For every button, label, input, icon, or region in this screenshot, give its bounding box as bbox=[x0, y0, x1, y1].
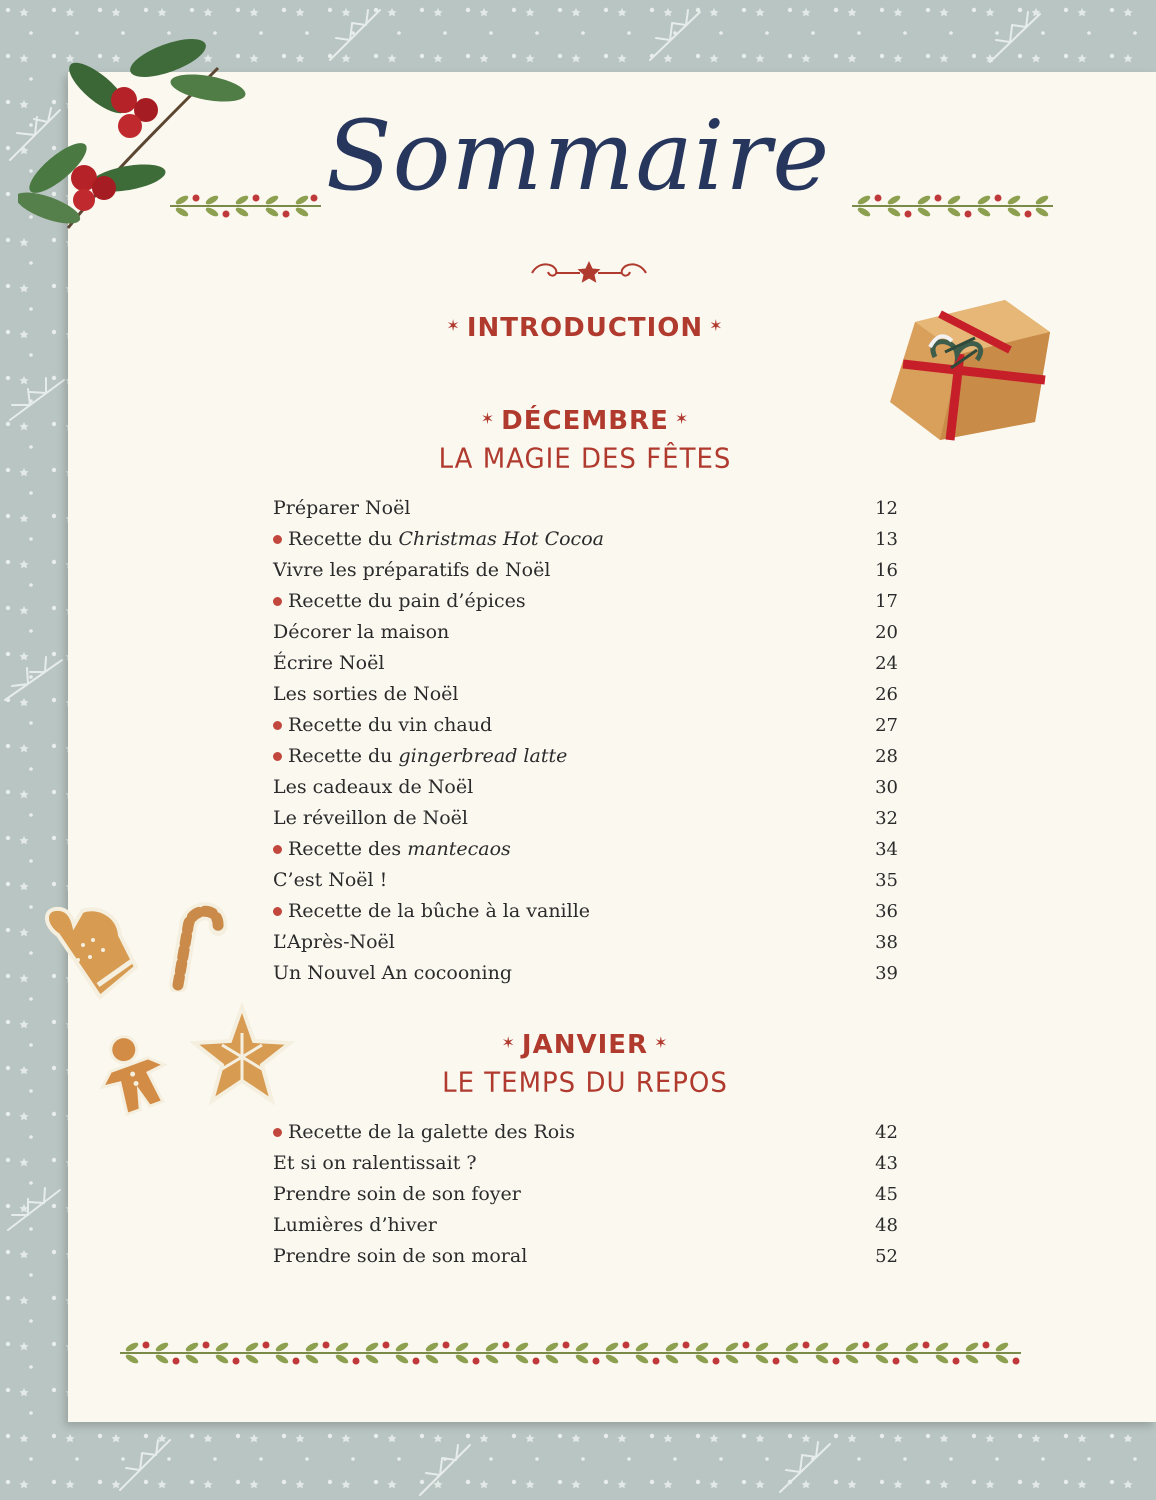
toc-entry bbox=[273, 648, 898, 679]
toc-entry bbox=[273, 803, 898, 834]
section-decembre-heading bbox=[0, 406, 1156, 436]
toc-entry-title: Recette du bbox=[288, 528, 399, 550]
section-introduction-heading bbox=[0, 313, 1156, 343]
toc-entry-title: Les cadeaux de Noël bbox=[273, 776, 474, 798]
star-icon: ✶ bbox=[446, 316, 461, 335]
toc-entry bbox=[273, 1241, 898, 1272]
toc-entry bbox=[273, 524, 898, 555]
toc-page-number: 12 bbox=[875, 498, 898, 519]
star-icon: ✶ bbox=[674, 409, 690, 428]
star-icon: ✶ bbox=[709, 316, 724, 335]
toc-page-number: 26 bbox=[875, 684, 898, 705]
toc-entry-title: Recette du pain d’épices bbox=[288, 590, 526, 612]
page-title: Sommaire bbox=[325, 100, 831, 212]
star-cookie-illustration bbox=[190, 1003, 295, 1108]
recipe-bullet-icon bbox=[273, 1128, 282, 1137]
toc-page-number: 13 bbox=[875, 529, 898, 550]
toc-page-number: 17 bbox=[875, 591, 898, 612]
toc-page-number: 45 bbox=[875, 1184, 898, 1205]
toc-entry bbox=[273, 772, 898, 803]
toc-entry-title: C’est Noël ! bbox=[273, 869, 388, 891]
toc-entry bbox=[273, 1148, 898, 1179]
toc-entry-title: Recette de la bûche à la vanille bbox=[288, 900, 591, 922]
recipe-bullet-icon bbox=[273, 907, 282, 916]
toc-entry bbox=[273, 617, 898, 648]
toc-entry-title: Et si on ralentissait ? bbox=[273, 1152, 477, 1174]
toc-page-number: 36 bbox=[875, 901, 898, 922]
toc-page-number: 28 bbox=[875, 746, 898, 767]
mitten-cookie-illustration bbox=[38, 905, 148, 1005]
garland-left bbox=[168, 188, 323, 222]
toc-page-number: 16 bbox=[875, 560, 898, 581]
janvier-label: JANVIER bbox=[521, 1030, 649, 1060]
toc-entry-title-italic: mantecaos bbox=[407, 838, 511, 860]
garland-right bbox=[850, 188, 1055, 222]
toc-page-number: 34 bbox=[875, 839, 898, 860]
toc-page-number: 38 bbox=[875, 932, 898, 953]
toc-page-number: 32 bbox=[875, 808, 898, 829]
toc-entry-title: Prendre soin de son moral bbox=[273, 1245, 528, 1267]
section-decembre-subtitle: LA MAGIE DES FÊTES bbox=[438, 443, 732, 475]
flourish-star-ornament bbox=[528, 258, 650, 288]
recipe-bullet-icon bbox=[273, 721, 282, 730]
star-icon: ✶ bbox=[654, 1033, 669, 1052]
toc-entry-title: Un Nouvel An cocooning bbox=[273, 962, 512, 984]
star-icon: ✶ bbox=[480, 409, 496, 428]
toc-entry-title: Recette des bbox=[288, 838, 408, 860]
toc-entry-title: Préparer Noël bbox=[273, 497, 411, 519]
toc-entry bbox=[273, 679, 898, 710]
gingerbread-man-cookie-illustration bbox=[88, 1030, 178, 1120]
toc-entry-title-italic: Christmas Hot Cocoa bbox=[398, 528, 604, 550]
toc-entry-title: Écrire Noël bbox=[273, 652, 385, 674]
toc-page-number: 48 bbox=[875, 1215, 898, 1236]
toc-entry bbox=[273, 493, 898, 524]
toc-entry-title: L’Après-Noël bbox=[273, 931, 395, 953]
toc-page-number: 20 bbox=[875, 622, 898, 643]
toc-entry-title: Lumières d’hiver bbox=[273, 1214, 437, 1236]
toc-page-number: 35 bbox=[875, 870, 898, 891]
toc-entry bbox=[273, 958, 898, 989]
toc-entry bbox=[273, 555, 898, 586]
toc-entry-title: Décorer la maison bbox=[273, 621, 450, 643]
introduction-label: INTRODUCTION bbox=[466, 313, 704, 343]
toc-page-number: 39 bbox=[875, 963, 898, 984]
decembre-label: DÉCEMBRE bbox=[501, 406, 669, 436]
toc-entry-title: Le réveillon de Noël bbox=[273, 807, 468, 829]
toc-page-number: 43 bbox=[875, 1153, 898, 1174]
toc-entry-title-italic: gingerbread latte bbox=[398, 745, 568, 767]
toc-entry-title: Vivre les préparatifs de Noël bbox=[273, 559, 551, 581]
recipe-bullet-icon bbox=[273, 597, 282, 606]
toc-entry bbox=[273, 741, 898, 772]
toc-page-number: 27 bbox=[875, 715, 898, 736]
section-janvier-subtitle: LE TEMPS DU REPOS bbox=[442, 1067, 728, 1099]
recipe-bullet-icon bbox=[273, 845, 282, 854]
star-icon: ✶ bbox=[501, 1033, 516, 1052]
toc-entry bbox=[273, 834, 898, 865]
toc-entry bbox=[273, 1210, 898, 1241]
recipe-bullet-icon bbox=[273, 752, 282, 761]
toc-page-number: 30 bbox=[875, 777, 898, 798]
toc-page-number: 52 bbox=[875, 1246, 898, 1267]
toc-entry bbox=[273, 1117, 898, 1148]
toc-entry bbox=[273, 865, 898, 896]
toc-entry-title: Les sorties de Noël bbox=[273, 683, 459, 705]
toc-entry bbox=[273, 896, 898, 927]
candy-cane-cookie-illustration bbox=[160, 897, 230, 992]
toc-entry-title: Recette de la galette des Rois bbox=[288, 1121, 576, 1143]
toc-entry-title: Recette du bbox=[288, 745, 399, 767]
toc-entry-title: Prendre soin de son foyer bbox=[273, 1183, 521, 1205]
toc-entry bbox=[273, 1179, 898, 1210]
toc-entry-title: Recette du vin chaud bbox=[288, 714, 493, 736]
toc-janvier-list bbox=[273, 1117, 898, 1272]
garland-bottom bbox=[118, 1335, 1023, 1369]
toc-entry bbox=[273, 927, 898, 958]
toc-entry bbox=[273, 586, 898, 617]
recipe-bullet-icon bbox=[273, 535, 282, 544]
toc-decembre-list bbox=[273, 493, 898, 989]
toc-page-number: 42 bbox=[875, 1122, 898, 1143]
toc-entry bbox=[273, 710, 898, 741]
toc-page-number: 24 bbox=[875, 653, 898, 674]
